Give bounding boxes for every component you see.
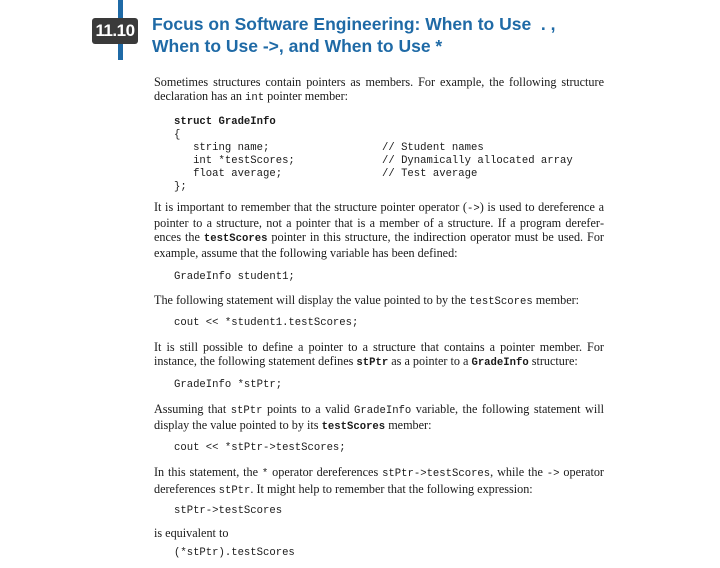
- inline-code: ->: [546, 468, 560, 481]
- code-line: [174, 547, 604, 560]
- inline-code: stPtr: [356, 357, 389, 370]
- paragraph-text: points to a valid: [262, 401, 355, 416]
- code-line: [174, 271, 604, 284]
- code-line: [174, 129, 604, 142]
- paragraph-text: operator dereferences: [268, 465, 383, 480]
- code-block: [154, 547, 604, 560]
- inline-code: GradeInfo: [354, 404, 412, 417]
- code-block: [154, 317, 604, 330]
- inline-code: stPtr: [218, 484, 251, 497]
- paragraph: [154, 75, 608, 106]
- paragraph-text: member:: [385, 417, 432, 432]
- code-text: int *testScores;: [174, 154, 295, 167]
- section-heading-line-2: When to Use ->, and When to Use *: [152, 36, 443, 56]
- code-block: [154, 379, 604, 392]
- code-line: [174, 155, 604, 168]
- paragraph: [154, 293, 604, 309]
- code-block: [154, 271, 604, 284]
- inline-code: GradeInfo: [471, 357, 529, 370]
- inline-code: ->: [466, 202, 480, 215]
- paragraph-text: member:: [532, 292, 580, 307]
- paragraph-text: The following statement will display the value pointed to by the: [154, 292, 470, 307]
- code-line: [174, 142, 604, 155]
- inline-code: stPtr: [230, 404, 263, 417]
- paragraph-text: pointer member:: [264, 89, 349, 104]
- paragraph-text: variable, the following statement will display the value pointed to by its: [154, 401, 608, 432]
- code-block: [154, 116, 604, 194]
- code-line: [174, 505, 604, 518]
- inline-code: int: [245, 92, 265, 105]
- code-text: float average;: [174, 167, 283, 180]
- section-number-badge: 11.10: [92, 18, 138, 44]
- paragraph: [154, 340, 608, 371]
- paragraph-text: as a pointer to a: [388, 354, 472, 369]
- paragraph-text: It is important to remember that the structure pointer operator (: [154, 199, 467, 214]
- code-text: cout << *stPtr->testScores;: [174, 442, 346, 455]
- paragraph-text: In this statement, the: [154, 465, 262, 480]
- code-text: };: [174, 180, 187, 193]
- code-text: {: [174, 128, 181, 141]
- section-heading: [152, 13, 622, 57]
- code-line: [174, 379, 604, 392]
- code-text: cout << *student1.testScores;: [174, 317, 359, 330]
- code-text: (*stPtr).testScores: [174, 547, 295, 560]
- inline-code: testScores: [469, 295, 533, 308]
- paragraph: [154, 465, 608, 498]
- paragraph-text: , while the: [490, 465, 547, 480]
- paragraph-text: Assuming that: [154, 401, 231, 416]
- paragraph-text: structure:: [528, 354, 578, 369]
- paragraph: [154, 401, 608, 435]
- section-heading-line-1: Focus on Software Engineering: When to Use . ,: [152, 14, 556, 34]
- code-line: [174, 317, 604, 330]
- code-line: [174, 442, 604, 455]
- code-comment: // Student names: [382, 141, 484, 154]
- paragraph-text: . It might help to remember that the following expression:: [250, 481, 533, 496]
- code-text: stPtr->testScores: [174, 504, 283, 517]
- paragraph: [154, 199, 608, 261]
- paragraph-text: is equivalent to: [154, 525, 229, 540]
- code-line: [174, 181, 604, 194]
- inline-code: testScores: [203, 233, 268, 246]
- code-block: [154, 442, 604, 455]
- paragraph-text: ) is used to dereference a pointer to a structure, not a pointer that is a member of a structure. If a program dereferences the: [154, 199, 608, 245]
- paragraph-text: It is still possible to define a pointer to a structure that contains a pointer member. For instance, the following statement defines: [154, 340, 608, 369]
- code-line: [174, 168, 604, 181]
- code-text: string name;: [174, 141, 270, 154]
- paragraph-text: operator dereferences: [154, 465, 608, 496]
- paragraph-text: pointer in this structure, the indirection operator must be used. For example, assume that the following variable has been defined:: [154, 230, 608, 261]
- code-text: GradeInfo *stPtr;: [174, 378, 283, 391]
- code-block: [154, 505, 604, 518]
- code-line: [174, 116, 604, 129]
- paragraph-text: Sometimes structures contain pointers as members. For example, the following structure declaration has an: [154, 75, 608, 104]
- code-comment: // Test average: [382, 167, 478, 180]
- paragraph: [154, 526, 604, 540]
- inline-code: stPtr->testScores: [382, 468, 491, 481]
- page-body: [154, 75, 608, 568]
- code-comment: // Dynamically allocated array: [382, 154, 573, 167]
- inline-code: testScores: [321, 420, 386, 433]
- inline-code: *: [261, 468, 269, 481]
- code-text: struct GradeInfo: [174, 115, 276, 128]
- code-text: GradeInfo student1;: [174, 270, 295, 283]
